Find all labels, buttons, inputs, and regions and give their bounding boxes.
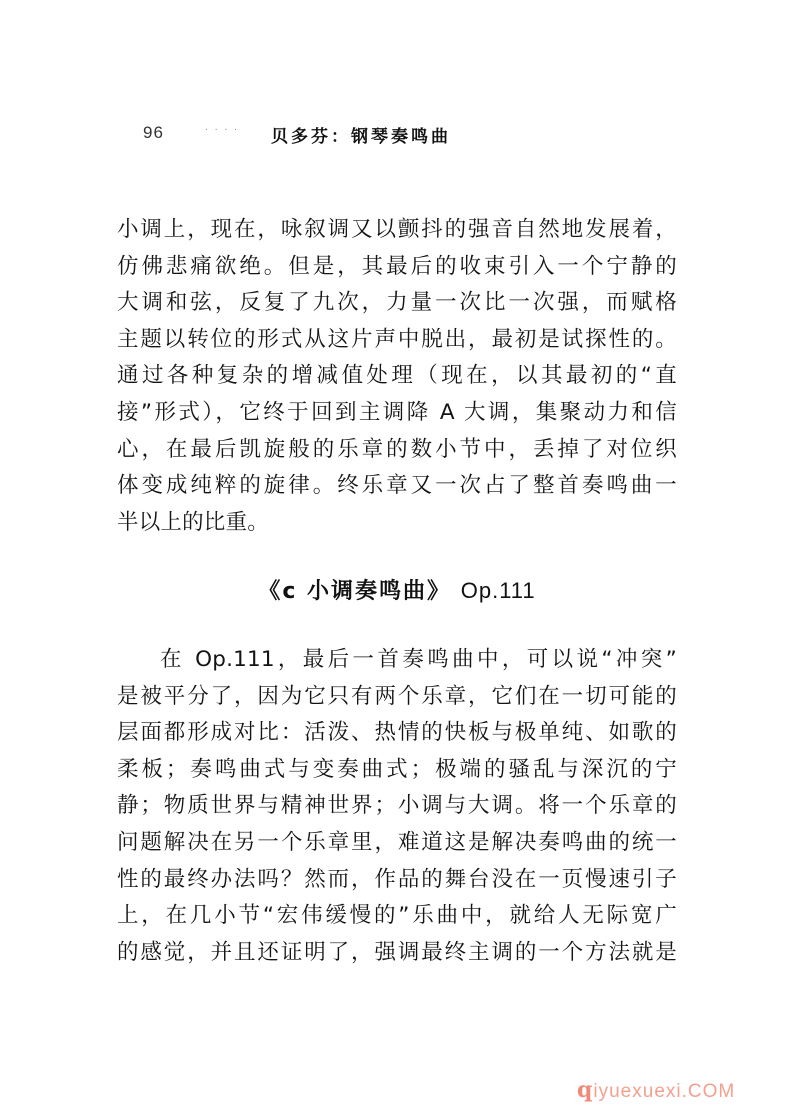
paragraph-1: [117, 212, 677, 541]
section-heading: [0, 574, 794, 605]
text-line: 大调和弦，反复了九次，力量一次比一次强，而赋格: [117, 290, 677, 316]
watermark-q-glyph: q: [577, 1077, 594, 1103]
text-line: 仿佛悲痛欲绝。但是，其最后的收束引入一个宁静的: [117, 253, 677, 279]
running-title: 贝多芬：钢琴奏鸣曲: [271, 127, 451, 147]
text-line: 的感觉，并且还证明了，强调最终主调的一个方法就是: [117, 939, 677, 965]
text-line: 心，在最后凯旋般的乐章的数小节中，丢掉了对位织: [117, 436, 677, 462]
text-line: 接”形式），它终于回到主调降 A 大调，集聚动力和信: [117, 399, 677, 425]
text-line: 问题解决在另一个乐章里，难道这是解决奏鸣曲的统一: [117, 829, 677, 855]
text-line: 体变成纯粹的旋律。终乐章又一次占了整首奏鸣曲一: [117, 473, 677, 499]
text-line: 在 Op.111，最后一首奏鸣曲中，可以说“冲突”: [160, 647, 677, 672]
text-line: 上，在几小节“宏伟缓慢的”乐曲中，就给人无际宽广: [117, 903, 677, 929]
section-opus: Op.111: [460, 578, 536, 603]
text-line: 静；物质世界与精神世界；小调与大调。将一个乐章的: [117, 793, 677, 819]
section-title: 《c 小调奏鸣曲》: [258, 579, 452, 604]
page-number: 96: [143, 123, 164, 142]
watermark-logo: [577, 1077, 735, 1103]
text-line: 层面都形成对比：活泼、热情的快板与极单纯、如歌的: [117, 720, 677, 746]
text-line: 性的最终办法吗？然而，作品的舞台没在一页慢速引子: [117, 866, 677, 892]
text-line: 小调上，现在，咏叙调又以颤抖的强音自然地发展着，: [117, 217, 677, 242]
text-line: 半以上的比重。: [117, 509, 269, 535]
text-line: 通过各种复杂的增减值处理（现在，以其最初的“直: [117, 363, 677, 389]
text-line: 主题以转位的形式从这片声中脱出，最初是试探性的。: [117, 326, 677, 352]
paragraph-2: [117, 642, 677, 971]
header-dots: . . . .: [205, 123, 240, 133]
page-header: [143, 123, 543, 153]
text-line: 是被平分了，因为它只有两个乐章，它们在一切可能的: [117, 683, 677, 709]
text-line: 柔板；奏鸣曲式与变奏曲式；极端的骚乱与深沉的宁: [117, 756, 677, 782]
watermark-text: iyuexuexi.COM: [593, 1081, 736, 1102]
